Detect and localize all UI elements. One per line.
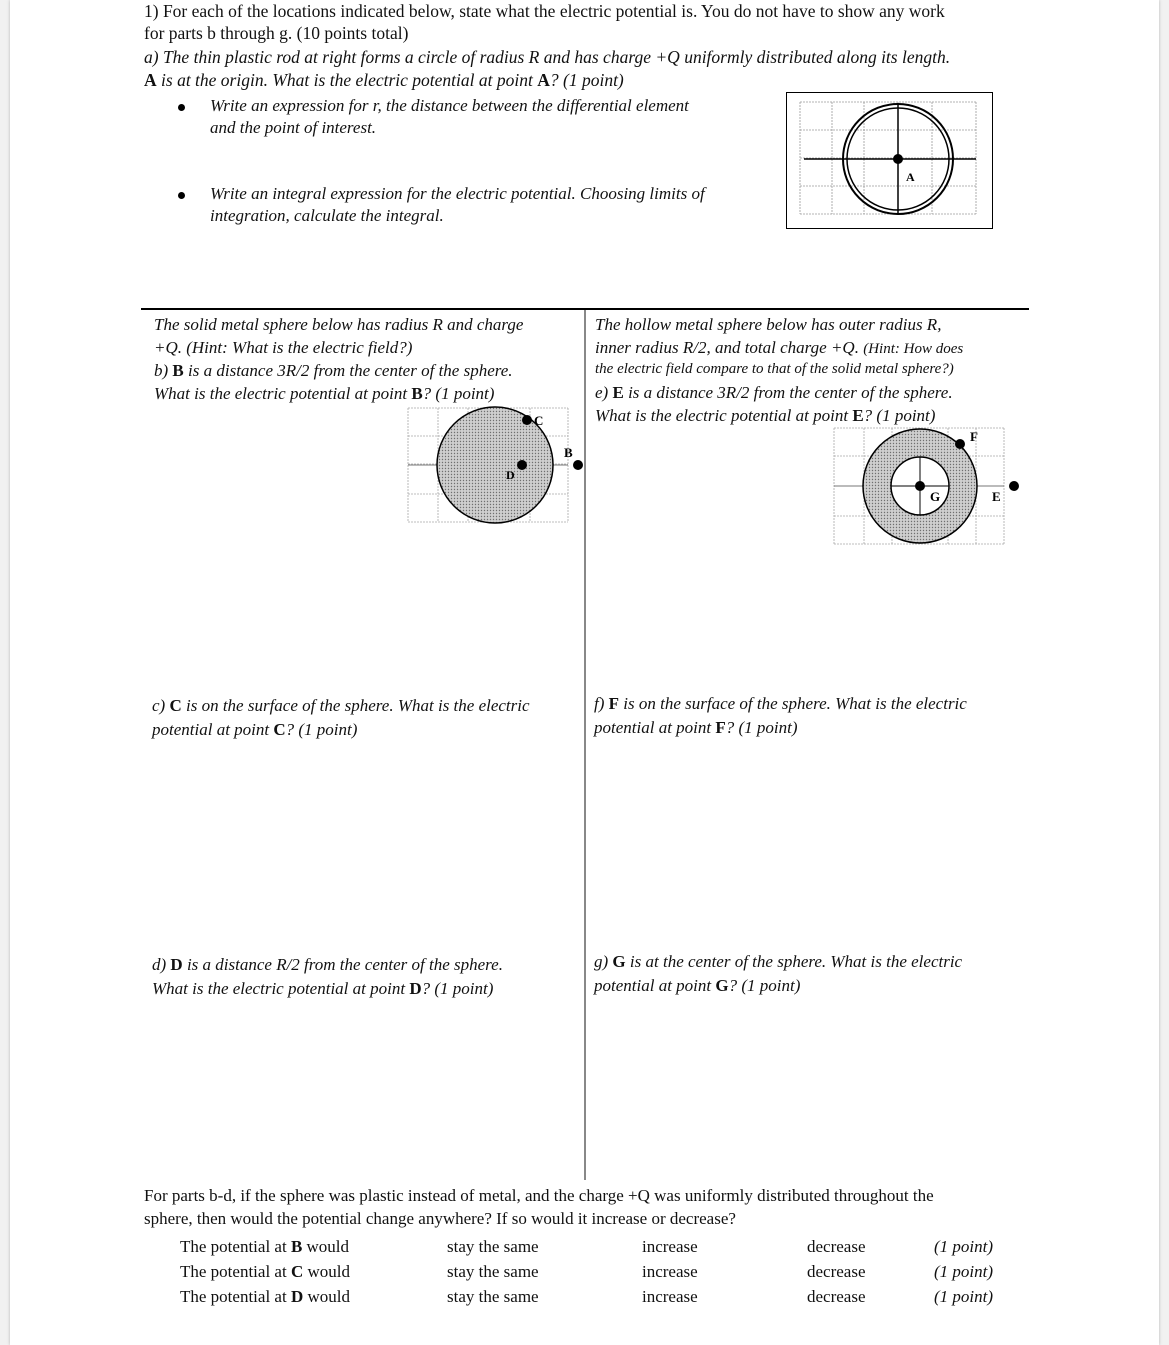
hollow-sphere-figure: [832, 424, 1010, 548]
part-c-rest: is on the surface of the sphere. What is the electric: [181, 696, 530, 715]
row-b-pre: The potential at: [180, 1237, 291, 1256]
part-a-bold-a2: A: [537, 70, 550, 90]
part-f-line2-end: ? (1 point): [725, 718, 798, 737]
part-e-bold: E: [612, 383, 624, 402]
part-f-line2: [594, 716, 798, 739]
row-b-option-decrease[interactable]: decrease: [807, 1237, 866, 1256]
hollow-label-f: F: [970, 429, 978, 444]
part-f-line2-bold: F: [715, 718, 726, 737]
part-g-line1: [594, 950, 962, 973]
row-b-points: (1 point): [934, 1237, 994, 1256]
part-a-line1: a) The thin plastic rod at right forms a circle of radius R and has charge +Q uniformly distributed along its length.: [144, 47, 951, 67]
part-f-prefix: f): [594, 694, 609, 713]
row-c-pre: The potential at: [180, 1262, 291, 1281]
part-a-line2: [144, 69, 624, 92]
solid-label-d: D: [506, 468, 515, 482]
ring-label-a: A: [906, 170, 915, 184]
part-f-bold: F: [608, 694, 620, 713]
part-c-line2-text: potential at point: [152, 720, 274, 739]
right-intro-line2: [595, 336, 963, 361]
part-a-line2-end: ? (1 point): [549, 70, 624, 90]
part-c-line2-end: ? (1 point): [285, 720, 358, 739]
part-c-line2-bold: C: [273, 720, 286, 739]
right-intro-line1: The hollow metal sphere below has outer radius R,: [595, 315, 942, 334]
row-b-option-increase[interactable]: increase: [642, 1237, 698, 1256]
document-page: [10, 0, 1159, 1345]
part-f-line1: [594, 692, 967, 715]
row-d-post: would: [303, 1287, 350, 1306]
row-c-option-decrease[interactable]: decrease: [807, 1262, 866, 1281]
part-c-line1: [152, 694, 530, 717]
row-d-bold: D: [290, 1287, 304, 1306]
hollow-label-g: G: [930, 489, 941, 504]
row-b-option-stay[interactable]: stay the same: [447, 1237, 539, 1256]
part-g-line2-bold: G: [715, 976, 729, 995]
row-c-post: would: [303, 1262, 350, 1281]
row-c-option-increase[interactable]: increase: [642, 1262, 698, 1281]
part-g-rest: is at the center of the sphere. What is the electric: [625, 952, 963, 971]
part-d-line2: [152, 977, 493, 1000]
part-b-rest: is a distance 3R/2 from the center of the sphere.: [183, 361, 513, 380]
part-b-line2-text: What is the electric potential at point: [154, 384, 412, 403]
part-f-line2-text: potential at point: [594, 718, 716, 737]
right-intro-line2-text: inner radius R/2, and total charge +Q.: [595, 338, 864, 357]
part-e-prefix: e): [595, 383, 613, 402]
row-d-option-stay[interactable]: stay the same: [447, 1287, 539, 1306]
right-hint-line2: the electric field compare to that of the solid metal sphere?): [595, 361, 954, 377]
left-intro-line1: The solid metal sphere below has radius R and charge: [154, 315, 524, 334]
bullet1-line2: and the point of interest.: [210, 118, 377, 137]
part-g-line2-end: ? (1 point): [728, 976, 801, 995]
row-c-points: (1 point): [934, 1262, 994, 1281]
row-d-label: [180, 1286, 350, 1308]
bullet-dot-1: [178, 104, 185, 111]
part-g-prefix: g): [594, 952, 613, 971]
part-b-bold: B: [172, 361, 184, 380]
row-b-post: would: [302, 1237, 350, 1256]
solid-label-b: B: [564, 445, 573, 460]
row-d-option-decrease[interactable]: decrease: [807, 1287, 866, 1306]
bullet2-line2: integration, calculate the integral.: [210, 206, 444, 225]
row-c-label: [180, 1261, 350, 1283]
part-d-line2-text: What is the electric potential at point: [152, 979, 410, 998]
bottom-question-line2: sphere, then would the potential change anywhere? If so would it increase or decrease?: [144, 1209, 736, 1228]
left-intro-line2: +Q. (Hint: What is the electric field?): [154, 338, 413, 357]
part-g-bold: G: [612, 952, 626, 971]
part-b-line2: [154, 382, 494, 405]
part-e-line2-end: ? (1 point): [863, 406, 936, 425]
part-b-prefix: b): [154, 361, 173, 380]
row-d-points: (1 point): [934, 1287, 994, 1306]
part-c-bold: C: [169, 696, 182, 715]
part-g-line2-text: potential at point: [594, 976, 716, 995]
solid-label-c: C: [534, 413, 544, 428]
part-d-line2-end: ? (1 point): [421, 979, 494, 998]
part-c-prefix: c): [152, 696, 170, 715]
part-b-line2-bold: B: [411, 384, 423, 403]
part-e-line1: [595, 381, 953, 404]
part-e-rest: is a distance 3R/2 from the center of the sphere.: [623, 383, 953, 402]
part-d-line1: [152, 953, 503, 976]
row-d-pre: The potential at: [180, 1287, 291, 1306]
row-c-option-stay[interactable]: stay the same: [447, 1262, 539, 1281]
part-e-line2-bold: E: [852, 406, 864, 425]
part-a-line2-mid: is at the origin. What is the electric potential at point: [156, 70, 538, 90]
part-f-rest: is on the surface of the sphere. What is the electric: [619, 694, 967, 713]
row-d-option-increase[interactable]: increase: [642, 1287, 698, 1306]
part-d-prefix: d): [152, 955, 171, 974]
bullet2-line1: Write an integral expression for the electric potential. Choosing limits of: [210, 184, 705, 203]
right-hint-line1: (Hint: How does: [863, 341, 964, 357]
bullet-dot-2: [178, 192, 185, 199]
part-d-rest: is a distance R/2 from the center of the sphere.: [182, 955, 503, 974]
solid-sphere-figure: [396, 404, 576, 526]
ring-figure: [786, 92, 994, 230]
column-divider: [584, 310, 586, 1180]
part-b-line1: [154, 359, 513, 382]
part-g-line2: [594, 974, 800, 997]
question-intro-line1: 1) For each of the locations indicated below, state what the electric potential is. You do not have to show any work: [144, 1, 945, 21]
part-b-line2-end: ? (1 point): [422, 384, 495, 403]
row-b-label: [180, 1236, 349, 1258]
question-intro-line2: for parts b through g. (10 points total): [144, 23, 409, 43]
bottom-question-line1: For parts b-d, if the sphere was plastic instead of metal, and the charge +Q was uniformly distributed throughout the: [144, 1186, 934, 1205]
part-e-line2-text: What is the electric potential at point: [595, 406, 853, 425]
part-d-line2-bold: D: [409, 979, 422, 998]
hollow-label-e: E: [992, 489, 1001, 504]
row-c-bold: C: [290, 1262, 304, 1281]
part-c-line2: [152, 718, 357, 741]
part-d-bold: D: [170, 955, 183, 974]
part-a-bold-a: A: [144, 70, 157, 90]
bullet1-line1: Write an expression for r, the distance between the differential element: [210, 96, 689, 115]
row-b-bold: B: [290, 1237, 303, 1256]
